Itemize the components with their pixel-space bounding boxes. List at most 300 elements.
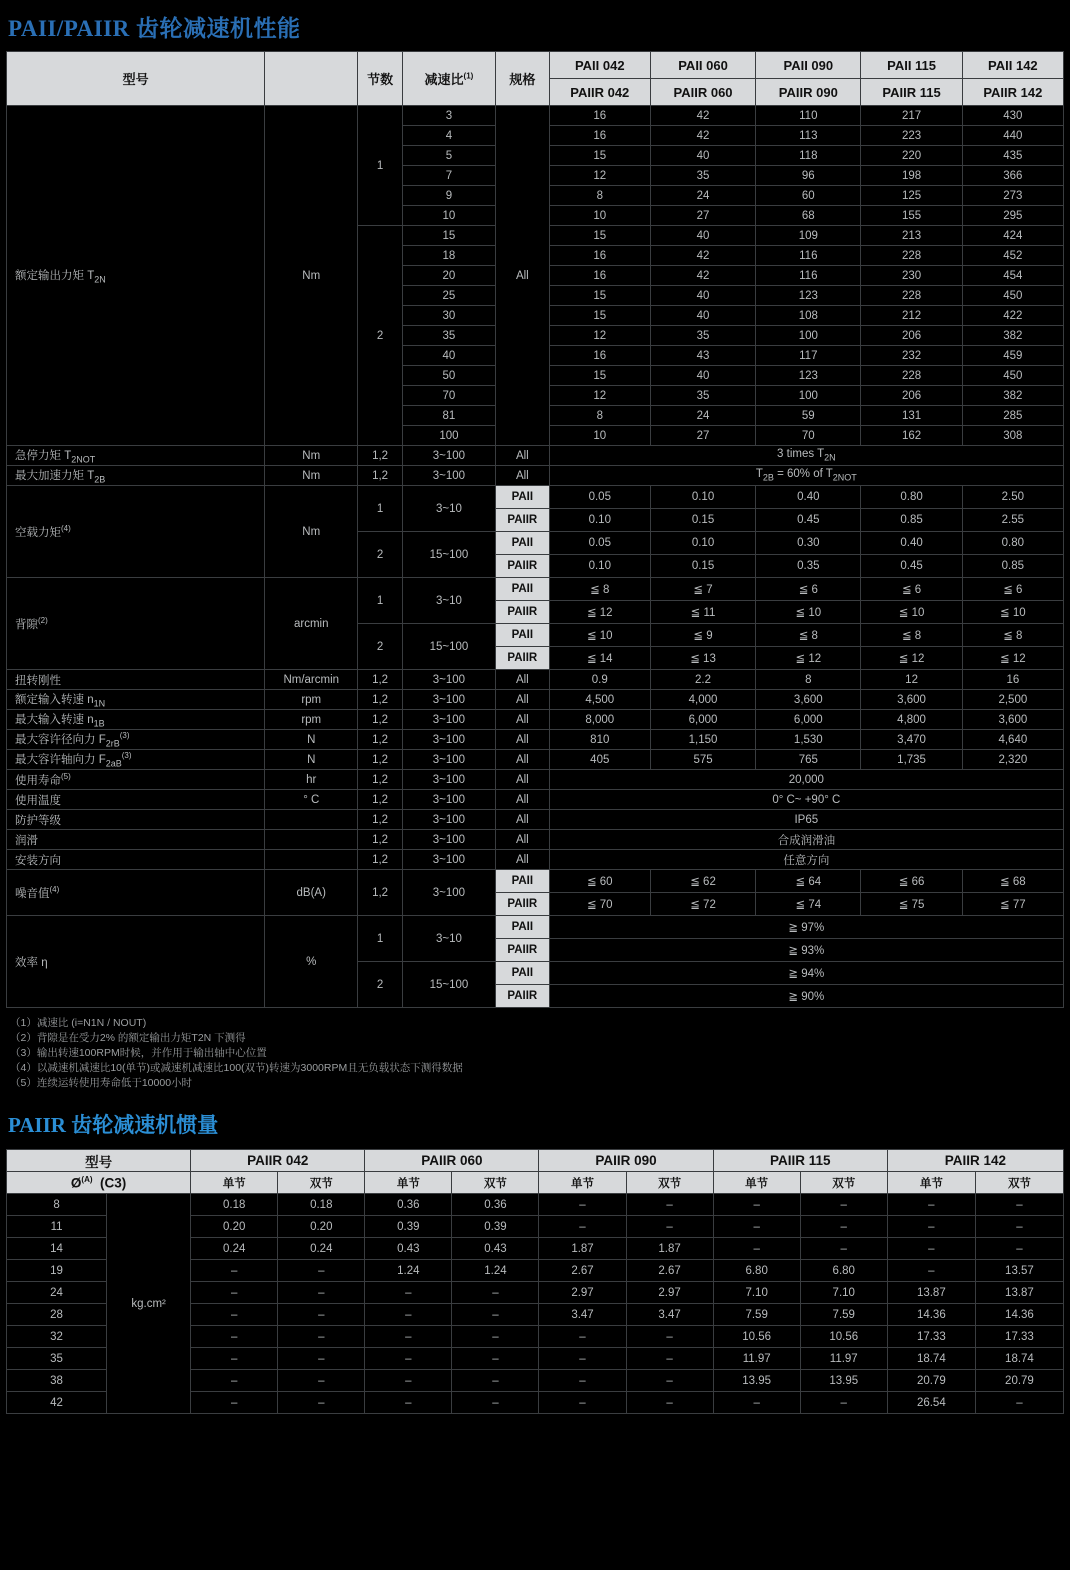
value-cell: 3,600 [962, 710, 1063, 730]
spec-cell: PAIIR [496, 939, 550, 962]
header-model-1: PAII 060 [650, 52, 755, 79]
footnote-2: （2）背隙是在受力2% 的额定输出力矩T2N 下测得 [10, 1032, 246, 1044]
row-label: 最大输入转速 $n_{1B}$ [7, 710, 265, 730]
spec-cell: All [496, 730, 550, 750]
row-unit: Nm [265, 486, 358, 578]
value-cell: – [713, 1392, 800, 1414]
value-cell: ≦ 12 [861, 647, 962, 670]
value-cell: 0.24 [191, 1238, 278, 1260]
ratio-cell: 35 [402, 326, 495, 346]
spec-cell: All [496, 690, 550, 710]
value-cell: ≦ 68 [962, 870, 1063, 893]
ratio-cell: 3~100 [402, 710, 495, 730]
table-row [7, 810, 1064, 830]
value-cell: 213 [861, 226, 962, 246]
header-group-3: PAIIR 115 [713, 1150, 887, 1172]
value-cell: 7.10 [800, 1282, 887, 1304]
value-cell: 0.10 [650, 532, 755, 555]
row-label: 使用温度 [7, 790, 265, 810]
value-cell: – [452, 1370, 539, 1392]
value-cell: ≧ 93% [549, 939, 1063, 962]
header-double-stage: 双节 [800, 1172, 887, 1194]
spec-cell: PAIIR [496, 509, 550, 532]
value-cell: 42 [650, 266, 755, 286]
unit-cell: kg.cm² [107, 1194, 191, 1414]
value-cell: 452 [962, 246, 1063, 266]
value-cell: 16 [549, 266, 650, 286]
header-model: 型号 [7, 52, 265, 106]
page-title-text: PAII/PAIIR 齿轮减速机性能 [8, 16, 301, 41]
header-double-stage: 双节 [452, 1172, 539, 1194]
header-modelr-4: PAIIR 142 [962, 79, 1063, 106]
value-cell: 7.10 [713, 1282, 800, 1304]
header-model-0: PAII 042 [549, 52, 650, 79]
stage-cell: 1 [358, 486, 403, 532]
value-cell: ≦ 75 [861, 893, 962, 916]
diameter-cell: 24 [7, 1282, 107, 1304]
ratio-cell: 3 [402, 106, 495, 126]
value-cell: 11.97 [713, 1348, 800, 1370]
value-cell: 118 [756, 146, 861, 166]
value-cell: ≦ 13 [650, 647, 755, 670]
header-ratio: 减速比$^{(1)}$ [402, 52, 495, 106]
ratio-cell: 30 [402, 306, 495, 326]
value-cell: – [191, 1392, 278, 1414]
value-cell: 6,000 [756, 710, 861, 730]
value-cell: 232 [861, 346, 962, 366]
row-unit [265, 830, 358, 850]
value-cell: 6.80 [713, 1260, 800, 1282]
value-cell: – [800, 1216, 887, 1238]
value-cell: 3 times $T_{2N}$ [549, 446, 1063, 466]
value-cell: 162 [861, 426, 962, 446]
value-cell: – [278, 1260, 365, 1282]
value-cell: – [539, 1194, 626, 1216]
value-cell: ≦ 10 [962, 601, 1063, 624]
value-cell: 0.85 [962, 555, 1063, 578]
table-row [7, 850, 1064, 870]
inertia-table [6, 1149, 1064, 1414]
ratio-cell: 3~100 [402, 790, 495, 810]
stage-cell: 1,2 [358, 750, 403, 770]
spec-cell: All [496, 106, 550, 446]
table-row [7, 830, 1064, 850]
value-cell: 10 [549, 206, 650, 226]
spec-cell: All [496, 750, 550, 770]
value-cell: ≦ 12 [756, 647, 861, 670]
value-cell: 450 [962, 366, 1063, 386]
value-cell: 24 [650, 186, 755, 206]
value-cell: 43 [650, 346, 755, 366]
header-modelr-1: PAIIR 060 [650, 79, 755, 106]
diameter-cell: 11 [7, 1216, 107, 1238]
value-cell: – [191, 1304, 278, 1326]
value-cell: 0.10 [549, 509, 650, 532]
footnotes [10, 1016, 1062, 1091]
value-cell: 14.36 [887, 1304, 975, 1326]
value-cell: 3,600 [861, 690, 962, 710]
value-cell: 405 [549, 750, 650, 770]
value-cell: 60 [756, 186, 861, 206]
value-cell: 3.47 [539, 1304, 626, 1326]
value-cell: ≦ 8 [756, 624, 861, 647]
header-single-stage: 单节 [539, 1172, 626, 1194]
value-cell: – [975, 1238, 1063, 1260]
value-cell: 2.97 [539, 1282, 626, 1304]
diameter-cell: 42 [7, 1392, 107, 1414]
stage-cell: 1 [358, 916, 403, 962]
spec-cell: PAII [496, 916, 550, 939]
value-cell: 6,000 [650, 710, 755, 730]
spec-cell: PAIIR [496, 985, 550, 1008]
value-cell: – [278, 1348, 365, 1370]
value-cell: 13.87 [975, 1282, 1063, 1304]
value-cell: 0.39 [452, 1216, 539, 1238]
value-cell: ≦ 70 [549, 893, 650, 916]
value-cell: – [626, 1392, 713, 1414]
value-cell: 366 [962, 166, 1063, 186]
value-cell: – [191, 1260, 278, 1282]
value-cell: 0.20 [278, 1216, 365, 1238]
value-cell: – [365, 1326, 452, 1348]
value-cell: 0.30 [756, 532, 861, 555]
value-cell: ≦ 6 [756, 578, 861, 601]
spec-cell: PAIIR [496, 647, 550, 670]
value-cell: 0.40 [756, 486, 861, 509]
value-cell: – [191, 1348, 278, 1370]
value-cell: 4,000 [650, 690, 755, 710]
value-cell: ≦ 74 [756, 893, 861, 916]
value-cell: ≦ 64 [756, 870, 861, 893]
value-cell: 382 [962, 386, 1063, 406]
value-cell: 0.18 [278, 1194, 365, 1216]
row-label: 润滑 [7, 830, 265, 850]
header-double-stage: 双节 [626, 1172, 713, 1194]
value-cell: 2.67 [626, 1260, 713, 1282]
value-cell: 0.05 [549, 486, 650, 509]
value-cell: 422 [962, 306, 1063, 326]
diameter-cell: 35 [7, 1348, 107, 1370]
spec-cell: PAII [496, 578, 550, 601]
value-cell: 131 [861, 406, 962, 426]
ratio-cell: 3~100 [402, 690, 495, 710]
footnote-5: （5）连续运转使用寿命低于10000小时 [10, 1077, 193, 1089]
value-cell: 8 [549, 406, 650, 426]
value-cell: – [539, 1392, 626, 1414]
value-cell: – [278, 1392, 365, 1414]
value-cell: – [191, 1326, 278, 1348]
page-title [0, 0, 1070, 51]
value-cell: – [800, 1238, 887, 1260]
value-cell: 100 [756, 326, 861, 346]
ratio-cell: 3~100 [402, 830, 495, 850]
ratio-cell: 9 [402, 186, 495, 206]
ratio-cell: 3~10 [402, 916, 495, 962]
value-cell: 212 [861, 306, 962, 326]
value-cell: 12 [549, 386, 650, 406]
value-cell: 13.87 [887, 1282, 975, 1304]
value-cell: – [626, 1348, 713, 1370]
stage-cell: 2 [358, 226, 403, 446]
value-cell: – [626, 1326, 713, 1348]
value-cell: 228 [861, 286, 962, 306]
value-cell: 382 [962, 326, 1063, 346]
ratio-cell: 3~100 [402, 670, 495, 690]
table-row [7, 106, 1064, 126]
value-cell: 220 [861, 146, 962, 166]
header-double-stage: 双节 [278, 1172, 365, 1194]
performance-table [6, 51, 1064, 1008]
ratio-cell: 50 [402, 366, 495, 386]
header-stages: 节数 [358, 52, 403, 106]
value-cell: 15 [549, 306, 650, 326]
table-row [7, 770, 1064, 790]
value-cell: 1.24 [365, 1260, 452, 1282]
spec-cell: All [496, 770, 550, 790]
spec-cell: All [496, 830, 550, 850]
value-cell: 100 [756, 386, 861, 406]
table-row-noise [7, 870, 1064, 893]
value-cell: 308 [962, 426, 1063, 446]
stage-cell: 2 [358, 624, 403, 670]
value-cell: ≦ 77 [962, 893, 1063, 916]
value-cell: 20,000 [549, 770, 1063, 790]
value-cell: – [800, 1392, 887, 1414]
header-group-2: PAIIR 090 [539, 1150, 713, 1172]
value-cell: 10.56 [800, 1326, 887, 1348]
ratio-cell: 3~100 [402, 750, 495, 770]
value-cell: ≦ 8 [861, 624, 962, 647]
spec-cell: PAII [496, 486, 550, 509]
ratio-cell: 5 [402, 146, 495, 166]
diameter-cell: 19 [7, 1260, 107, 1282]
value-cell: 0° C~ +90° C [549, 790, 1063, 810]
table-row [7, 690, 1064, 710]
value-cell: 2.55 [962, 509, 1063, 532]
spec-cell: PAII [496, 962, 550, 985]
header-unit [265, 52, 358, 106]
value-cell: 1,150 [650, 730, 755, 750]
footnote-1: （1）减速比 (i=N1N / NOUT) [10, 1017, 147, 1029]
ratio-cell: 3~100 [402, 446, 495, 466]
value-cell: ≦ 60 [549, 870, 650, 893]
stage-cell: 2 [358, 962, 403, 1008]
value-cell: 16 [549, 106, 650, 126]
stage-cell: 1,2 [358, 850, 403, 870]
value-cell: – [713, 1194, 800, 1216]
value-cell: 13.57 [975, 1260, 1063, 1282]
value-cell: 765 [756, 750, 861, 770]
value-cell: 20.79 [887, 1370, 975, 1392]
value-cell: – [452, 1282, 539, 1304]
value-cell: 8,000 [549, 710, 650, 730]
spec-cell: PAIIR [496, 893, 550, 916]
ratio-cell: 3~100 [402, 466, 495, 486]
value-cell: ≦ 8 [962, 624, 1063, 647]
table-row [7, 730, 1064, 750]
spec-cell: All [496, 466, 550, 486]
value-cell: 273 [962, 186, 1063, 206]
value-cell: 1.87 [626, 1238, 713, 1260]
value-cell: 2.67 [539, 1260, 626, 1282]
spec-cell: All [496, 850, 550, 870]
value-cell: 27 [650, 426, 755, 446]
ratio-cell: 3~100 [402, 850, 495, 870]
value-cell: 16 [549, 346, 650, 366]
value-cell: 40 [650, 306, 755, 326]
header-spec: 规格 [496, 52, 550, 106]
header-model-3: PAII 115 [861, 52, 962, 79]
spec-cell: PAIIR [496, 601, 550, 624]
value-cell: 0.40 [861, 532, 962, 555]
value-cell: 0.05 [549, 532, 650, 555]
diameter-cell: 38 [7, 1370, 107, 1392]
value-cell: 42 [650, 246, 755, 266]
header-group-1: PAIIR 060 [365, 1150, 539, 1172]
value-cell: IP65 [549, 810, 1063, 830]
value-cell: – [539, 1216, 626, 1238]
row-unit: Nm [265, 466, 358, 486]
value-cell: 198 [861, 166, 962, 186]
value-cell: – [278, 1304, 365, 1326]
value-cell: 109 [756, 226, 861, 246]
row-label-max-accel-torque: 最大加速力矩 $T_{2B}$ [7, 466, 265, 486]
value-cell: 12 [549, 166, 650, 186]
diameter-cell: 14 [7, 1238, 107, 1260]
value-cell: 108 [756, 306, 861, 326]
ratio-cell: 25 [402, 286, 495, 306]
header-modelr-2: PAIIR 090 [756, 79, 861, 106]
row-unit: Nm/arcmin [265, 670, 358, 690]
row-label-efficiency: 效率 η [7, 916, 265, 1008]
row-label: 最大容许轴向力 $F_{2aB}^{(3)}$ [7, 750, 265, 770]
ratio-cell: 40 [402, 346, 495, 366]
stage-cell: 1,2 [358, 830, 403, 850]
spec-cell: PAII [496, 624, 550, 647]
value-cell: ≦ 62 [650, 870, 755, 893]
spec-cell: PAIIR [496, 555, 550, 578]
value-cell: 459 [962, 346, 1063, 366]
stage-cell: 1 [358, 578, 403, 624]
spec-cell: PAII [496, 532, 550, 555]
value-cell: 295 [962, 206, 1063, 226]
row-label-no-load-torque: 空载力矩$^{(4)}$ [7, 486, 265, 578]
value-cell: 40 [650, 146, 755, 166]
spec-cell: All [496, 810, 550, 830]
spec-cell: PAII [496, 870, 550, 893]
value-cell: 0.35 [756, 555, 861, 578]
value-cell: 110 [756, 106, 861, 126]
section-title-inertia [0, 1091, 1070, 1149]
value-cell: – [365, 1370, 452, 1392]
header-single-stage: 单节 [713, 1172, 800, 1194]
ratio-cell: 20 [402, 266, 495, 286]
header-single-stage: 单节 [887, 1172, 975, 1194]
value-cell: – [278, 1326, 365, 1348]
value-cell: ≦ 9 [650, 624, 755, 647]
value-cell: 35 [650, 166, 755, 186]
value-cell: ≦ 11 [650, 601, 755, 624]
value-cell: 40 [650, 286, 755, 306]
value-cell: 16 [549, 126, 650, 146]
header-modelr-3: PAIIR 115 [861, 79, 962, 106]
header-model-2: PAII 090 [756, 52, 861, 79]
table-header-row [7, 52, 1064, 79]
value-cell: ≦ 6 [861, 578, 962, 601]
value-cell: 217 [861, 106, 962, 126]
spec-cell: All [496, 710, 550, 730]
ratio-cell: 15 [402, 226, 495, 246]
value-cell: – [452, 1304, 539, 1326]
value-cell: 424 [962, 226, 1063, 246]
row-unit [265, 850, 358, 870]
footnote-4: （4）以减速机减速比10(单节)或减速机减速比100(双节)转速为3000RPM且无负载状态下测得数据 [10, 1062, 463, 1074]
value-cell: 228 [861, 246, 962, 266]
value-cell: ≦ 66 [861, 870, 962, 893]
value-cell: 4,800 [861, 710, 962, 730]
value-cell: 42 [650, 126, 755, 146]
value-cell: 15 [549, 226, 650, 246]
spec-cell: All [496, 670, 550, 690]
value-cell: 12 [861, 670, 962, 690]
value-cell: ≦ 10 [861, 601, 962, 624]
value-cell: – [278, 1370, 365, 1392]
value-cell: 0.15 [650, 555, 755, 578]
value-cell: 113 [756, 126, 861, 146]
value-cell: 35 [650, 326, 755, 346]
header-model-4: PAII 142 [962, 52, 1063, 79]
value-cell: 285 [962, 406, 1063, 426]
value-cell: ≦ 12 [962, 647, 1063, 670]
stage-cell: 1,2 [358, 670, 403, 690]
value-cell: – [365, 1348, 452, 1370]
value-cell: 10.56 [713, 1326, 800, 1348]
value-cell: – [887, 1216, 975, 1238]
value-cell: 4,500 [549, 690, 650, 710]
header-single-stage: 单节 [191, 1172, 278, 1194]
table-row-efficiency [7, 916, 1064, 939]
row-label: 扭转刚性 [7, 670, 265, 690]
row-label: 使用寿命$^{(5)}$ [7, 770, 265, 790]
value-cell: 70 [756, 426, 861, 446]
value-cell: – [365, 1282, 452, 1304]
header-double-stage: 双节 [975, 1172, 1063, 1194]
value-cell: 0.18 [191, 1194, 278, 1216]
value-cell: 18.74 [887, 1348, 975, 1370]
value-cell: 454 [962, 266, 1063, 286]
value-cell: 2.97 [626, 1282, 713, 1304]
value-cell: 40 [650, 366, 755, 386]
stage-cell: 1,2 [358, 710, 403, 730]
ratio-cell: 100 [402, 426, 495, 446]
value-cell: – [713, 1238, 800, 1260]
ratio-cell: 3~100 [402, 770, 495, 790]
value-cell: $T_{2B} = 60\%$ of $T_{2NOT}$ [549, 466, 1063, 486]
inertia-header-row-2 [7, 1172, 1064, 1194]
value-cell: 2.2 [650, 670, 755, 690]
value-cell: 26.54 [887, 1392, 975, 1414]
row-unit: ° C [265, 790, 358, 810]
value-cell: 206 [861, 326, 962, 346]
value-cell: ≧ 94% [549, 962, 1063, 985]
value-cell: 18.74 [975, 1348, 1063, 1370]
row-label-noise: 噪音值$^{(4)}$ [7, 870, 265, 916]
ratio-cell: 3~10 [402, 486, 495, 532]
ratio-cell: 3~100 [402, 870, 495, 916]
ratio-cell: 18 [402, 246, 495, 266]
value-cell: 0.10 [549, 555, 650, 578]
value-cell: ≦ 7 [650, 578, 755, 601]
